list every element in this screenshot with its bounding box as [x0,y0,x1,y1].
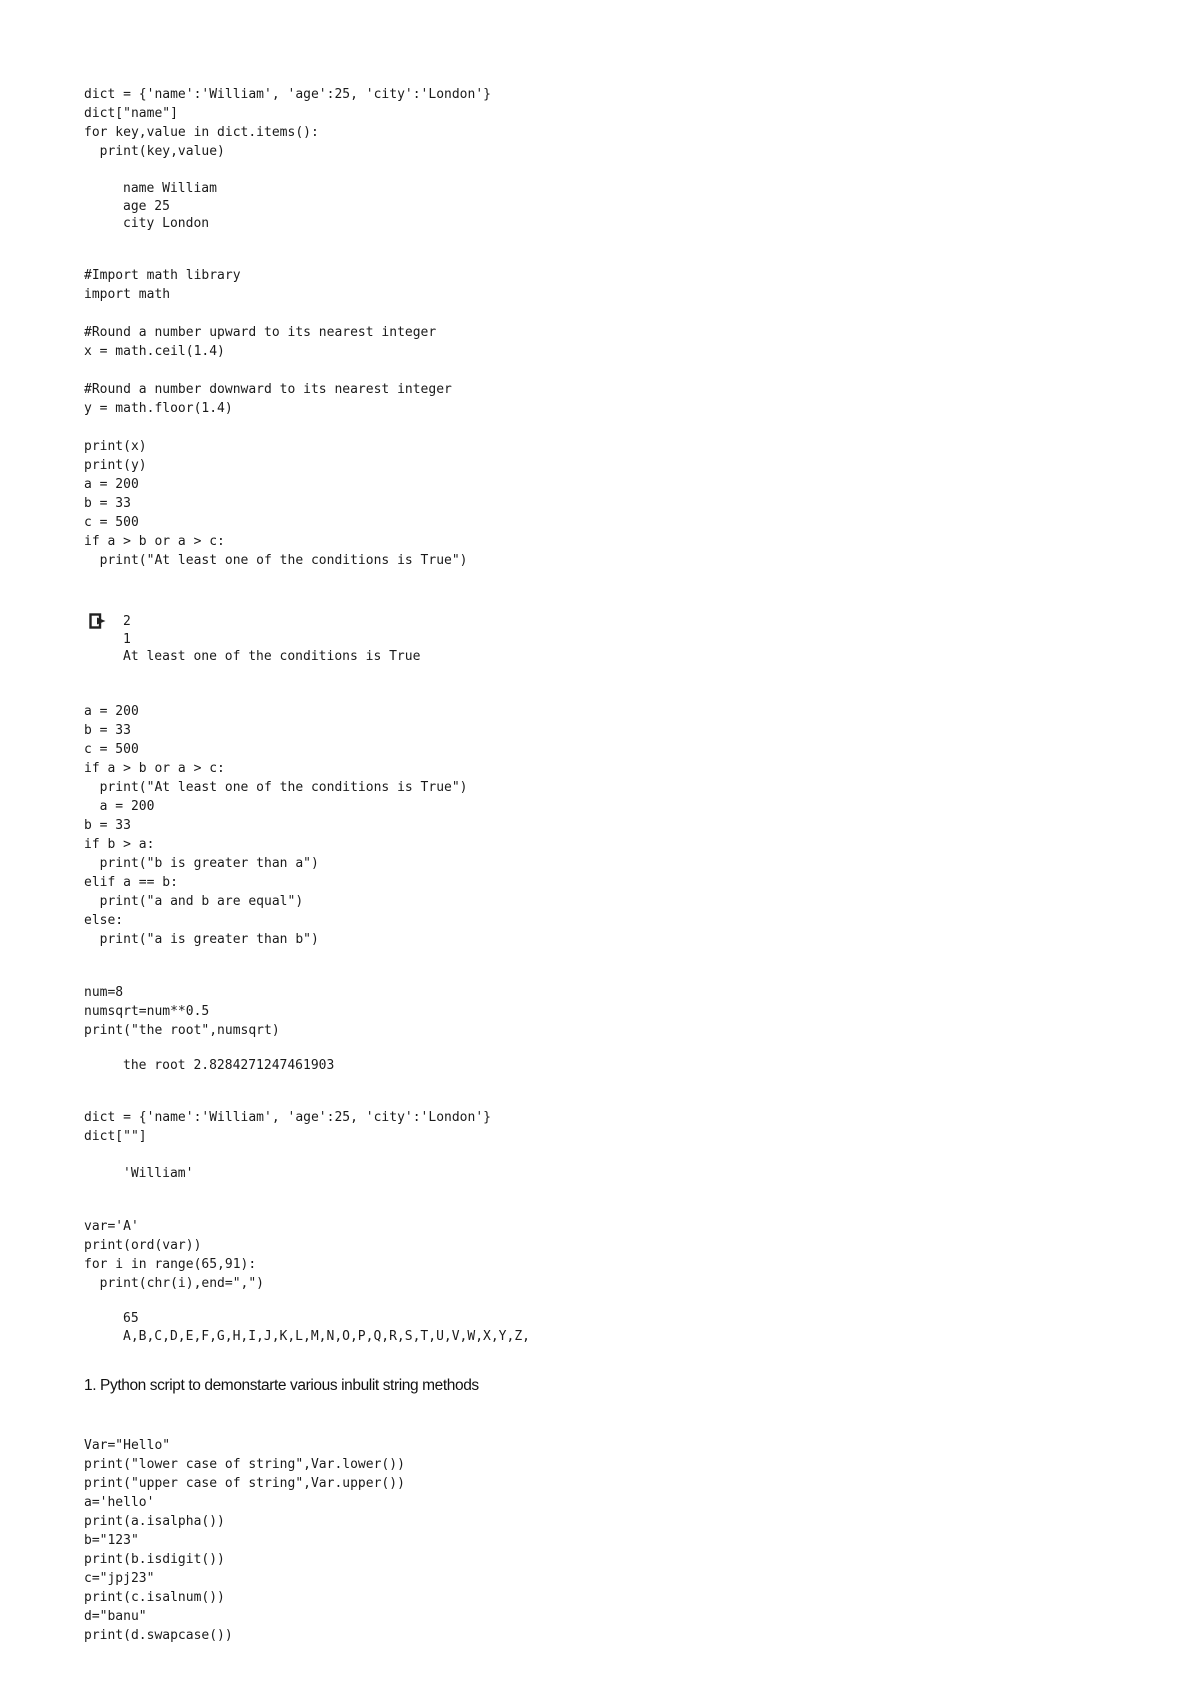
section-heading: 1. Python script to demonstarte various inbulit string methods [84,1377,479,1394]
code-block-string-methods [84,1436,405,1645]
code-block-dict-items [84,85,491,161]
code-text: dict = {'name':'William', 'age':25, 'city':'London'} dict[""] [84,1110,491,1144]
code-text: #Import math library import math #Round a number upward to its nearest integer x = math.ceil(1.4) #Round a number downward to its nearest integer y = math.floor(1.4) print(x) print(y) a = 200 b = 33 c = 500 if a > b or a > c: print("At least one of the conditions is True") [84,268,468,568]
output-block-dict-lookup [123,1165,193,1183]
code-block-math [84,266,468,570]
code-text: dict = {'name':'William', 'age':25, 'city':'London'} dict["name"] for key,value in dict.items(): print(key,value) [84,87,491,159]
output-text: name William age 25 city London [123,181,217,231]
output-block-dict-items [123,180,217,233]
output-block-math [123,613,420,666]
code-block-conditions [84,702,468,949]
code-text: a = 200 b = 33 c = 500 if a > b or a > c: print("At least one of the conditions is True") a = 200 b = 33 if b > a: print("b is greater than a") elif a == b: print("a and b are equal") else: print("a is greater than b") [84,704,468,947]
output-block-chr-ord [123,1310,530,1345]
code-block-sqrt [84,983,280,1040]
output-text: 2 1 At least one of the conditions is True [123,614,421,664]
output-text: the root 2.8284271247461903 [123,1058,335,1073]
output-arrow-icon [89,613,107,629]
code-text: num=8 numsqrt=num**0.5 print("the root",numsqrt) [84,985,280,1038]
code-block-dict-lookup [84,1108,491,1146]
output-text: 65 A,B,C,D,E,F,G,H,I,J,K,L,M,N,O,P,Q,R,S,T,U,V,W,X,Y,Z, [123,1311,530,1344]
code-block-chr-ord [84,1217,264,1293]
output-text: 'William' [123,1166,194,1181]
output-block-sqrt [123,1057,334,1075]
code-text: Var="Hello" print("lower case of string",Var.lower()) print("upper case of string",Var.upper()) a='hello' print(a.isalpha()) b="123" print(b.isdigit()) c="jpj23" print(c.isalnum()) d="banu" print(d.swapcase()) [84,1438,405,1643]
code-text: var='A' print(ord(var)) for i in range(65,91): print(chr(i),end=",") [84,1219,265,1291]
